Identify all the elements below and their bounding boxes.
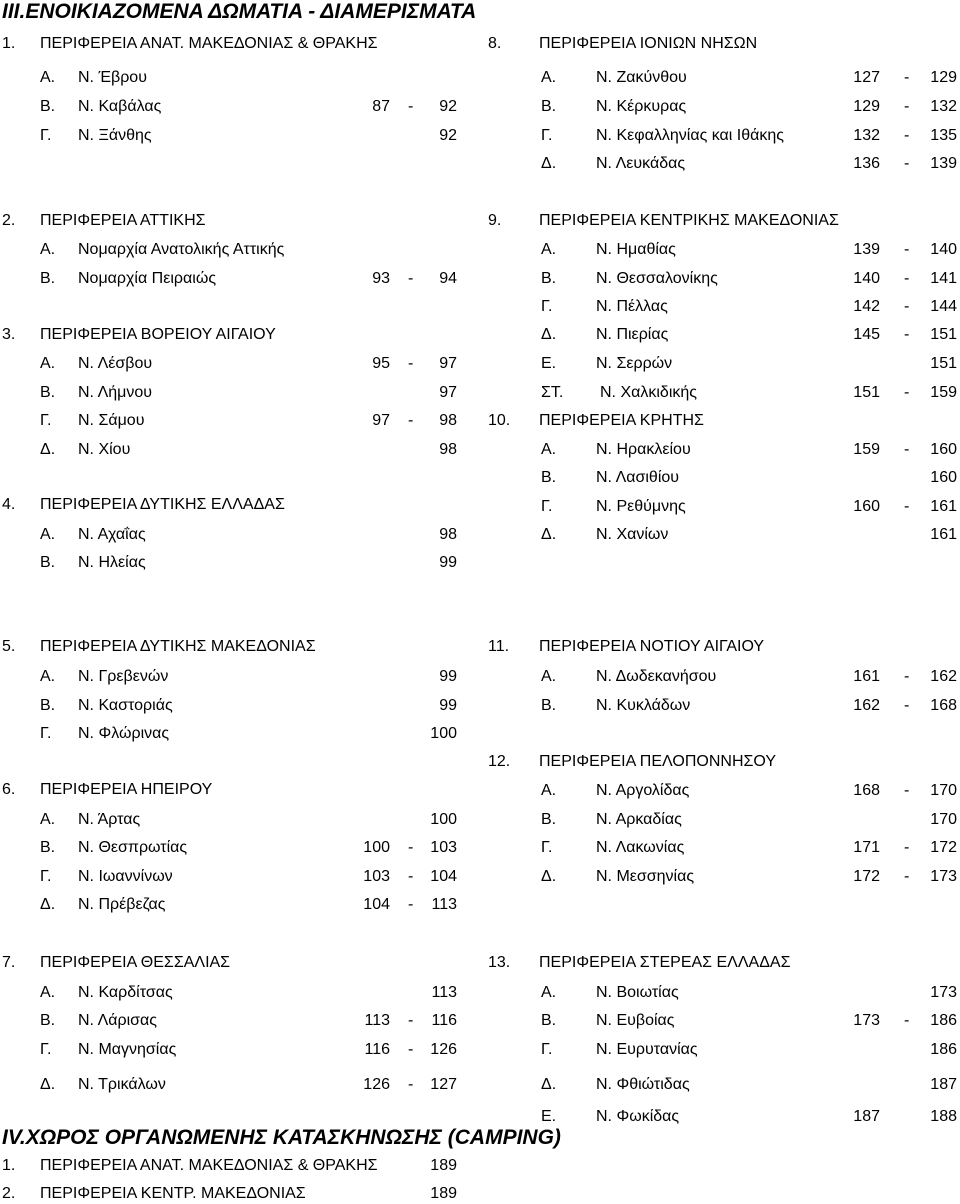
prefecture-name: Ν. Ηρακλείου <box>596 441 691 458</box>
prefecture-letter: Ε. <box>541 355 557 372</box>
page-dash: - <box>904 155 910 172</box>
camping-region: ΠΕΡΙΦΕΡΕΙΑ ΚΕΝΤΡ. ΜΑΚΕΔΟΝΙΑΣ <box>40 1185 306 1202</box>
page-from: 151 <box>853 384 880 401</box>
prefecture-name: Νομαρχία Πειραιώς <box>78 270 217 287</box>
region-title: ΠΕΡΙΦΕΡΕΙΑ ΑΝΑΤ. ΜΑΚΕΔΟΝΙΑΣ & ΘΡΑΚΗΣ <box>40 35 378 52</box>
page-dash: - <box>904 127 910 144</box>
page-dash: - <box>904 241 910 258</box>
page-from: 104 <box>363 896 390 913</box>
prefecture-letter: Γ. <box>40 1041 52 1058</box>
page-to: 100 <box>430 725 457 742</box>
page-from: 187 <box>853 1108 880 1125</box>
page-to: 92 <box>439 127 457 144</box>
page-to: 94 <box>439 270 457 287</box>
region-number: 13. <box>488 954 511 971</box>
prefecture-letter: Γ. <box>541 839 553 856</box>
page-dash: - <box>904 270 910 287</box>
prefecture-name: Ν. Χίου <box>78 441 131 458</box>
region-title: ΠΕΡΙΦΕΡΕΙΑ ΒΟΡΕΙΟΥ ΑΙΓΑΙΟΥ <box>40 326 276 343</box>
camping-number: 1. <box>2 1157 16 1174</box>
page-to: 144 <box>930 298 957 315</box>
prefecture-letter: Α. <box>541 984 557 1001</box>
prefecture-letter: ΣΤ. <box>541 384 564 401</box>
prefecture-letter: Γ. <box>40 127 52 144</box>
section-title: III.ΕΝΟΙΚΙΑΖΟΜΕΝΑ ΔΩΜΑΤΙΑ - ΔΙΑΜΕΡΙΣΜΑΤΑ <box>2 0 477 23</box>
page-to: 99 <box>439 697 457 714</box>
page-dash: - <box>904 697 910 714</box>
page-to: 103 <box>430 839 457 856</box>
page-from: 113 <box>364 1012 390 1029</box>
region-number: 8. <box>488 35 502 52</box>
page-dash: - <box>904 326 910 343</box>
prefecture-letter: Β. <box>541 98 557 115</box>
prefecture-name: Ν. Πιερίας <box>596 326 669 343</box>
page-from: 93 <box>372 270 390 287</box>
camping-number: 2. <box>2 1185 16 1202</box>
prefecture-name: Ν. Ηλείας <box>78 554 146 571</box>
region-title: ΠΕΡΙΦΕΡΕΙΑ ΝΟΤΙΟΥ ΑΙΓΑΙΟΥ <box>539 638 765 655</box>
region-number: 4. <box>2 496 16 513</box>
region-number: 11. <box>488 638 510 655</box>
page-from: 172 <box>853 868 880 885</box>
page-from: 145 <box>853 326 880 343</box>
prefecture-letter: Γ. <box>541 298 553 315</box>
prefecture-name: Ν. Λέσβου <box>78 355 153 372</box>
page-from: 168 <box>853 782 880 799</box>
prefecture-letter: Γ. <box>541 127 553 144</box>
page-from: 140 <box>853 270 880 287</box>
page-dash: - <box>408 98 414 115</box>
page-to: 116 <box>431 1012 457 1029</box>
page-from: 132 <box>853 127 880 144</box>
page-from: 142 <box>853 298 880 315</box>
prefecture-letter: Α. <box>541 69 557 86</box>
section-title: IV.ΧΩΡΟΣ ΟΡΓΑΝΩΜΕΝΗΣ ΚΑΤΑΣΚΗΝΩΣΗΣ (CAMPING) <box>2 1126 561 1149</box>
page-to: 129 <box>930 69 957 86</box>
prefecture-name: Ν. Κεφαλληνίας και Ιθάκης <box>596 127 784 144</box>
camping-region: ΠΕΡΙΦΕΡΕΙΑ ΑΝΑΤ. ΜΑΚΕΔΟΝΙΑΣ & ΘΡΑΚΗΣ <box>40 1157 378 1174</box>
prefecture-name: Ν. Λακωνίας <box>596 839 685 856</box>
page-dash: - <box>408 896 414 913</box>
region-number: 7. <box>2 954 16 971</box>
page-to: 186 <box>930 1012 957 1029</box>
prefecture-letter: Α. <box>541 241 557 258</box>
region-title: ΠΕΡΙΦΕΡΕΙΑ ΚΡΗΤΗΣ <box>539 412 704 429</box>
page-to: 172 <box>930 839 957 856</box>
prefecture-name: Νομαρχία Ανατολικής Αττικής <box>78 241 285 258</box>
page-dash: - <box>904 69 910 86</box>
page-dash: - <box>408 1012 414 1029</box>
prefecture-name: Ν. Ιωαννίνων <box>78 868 173 885</box>
prefecture-letter: Γ. <box>40 725 52 742</box>
prefecture-name: Ν. Λασιθίου <box>596 469 680 486</box>
prefecture-name: Ν. Μαγνησίας <box>78 1041 177 1058</box>
page-to: 141 <box>930 270 957 287</box>
prefecture-letter: Α. <box>40 355 56 372</box>
region-title: ΠΕΡΙΦΕΡΕΙΑ ΔΥΤΙΚΗΣ ΕΛΛΑΔΑΣ <box>40 496 285 513</box>
page-from: 162 <box>853 697 880 714</box>
page-to: 151 <box>930 326 957 343</box>
page-dash: - <box>904 782 910 799</box>
page-dash: - <box>408 412 414 429</box>
region-number: 9. <box>488 212 502 229</box>
prefecture-name: Ν. Ξάνθης <box>78 127 152 144</box>
region-title: ΠΕΡΙΦΕΡΕΙΑ ΔΥΤΙΚΗΣ ΜΑΚΕΔΟΝΙΑΣ <box>40 638 316 655</box>
page-from: 116 <box>364 1041 390 1058</box>
page-from: 95 <box>372 355 390 372</box>
prefecture-name: Ν. Πρέβεζας <box>78 896 166 913</box>
prefecture-name: Ν. Ευρυτανίας <box>596 1041 698 1058</box>
prefecture-letter: Δ. <box>541 868 557 885</box>
page-to: 98 <box>439 526 457 543</box>
page-to: 99 <box>439 668 457 685</box>
prefecture-name: Ν. Κέρκυρας <box>596 98 687 115</box>
prefecture-name: Ν. Σερρών <box>596 355 673 372</box>
page-to: 127 <box>430 1076 457 1093</box>
region-number: 1. <box>2 35 16 52</box>
prefecture-letter: Α. <box>541 668 557 685</box>
prefecture-name: Ν. Χανίων <box>596 526 669 543</box>
page-to: 97 <box>439 384 457 401</box>
page-from: 87 <box>372 98 390 115</box>
prefecture-name: Ν. Τρικάλων <box>78 1076 166 1093</box>
page-to: 188 <box>930 1108 957 1125</box>
prefecture-letter: Α. <box>40 984 56 1001</box>
page-to: 99 <box>439 554 457 571</box>
prefecture-name: Ν. Μεσσηνίας <box>596 868 695 885</box>
prefecture-letter: Ε. <box>541 1108 557 1125</box>
prefecture-name: Ν. Ευβοίας <box>596 1012 675 1029</box>
page-to: 186 <box>930 1041 957 1058</box>
page-to: 98 <box>439 441 457 458</box>
page-dash: - <box>904 498 910 515</box>
prefecture-letter: Α. <box>40 241 56 258</box>
region-title: ΠΕΡΙΦΕΡΕΙΑ ΠΕΛΟΠΟΝΝΗΣΟΥ <box>539 753 776 770</box>
page-to: 113 <box>431 984 457 1001</box>
prefecture-name: Ν. Δωδεκανήσου <box>596 668 717 685</box>
prefecture-letter: Α. <box>40 668 56 685</box>
prefecture-name: Ν. Θεσπρωτίας <box>78 839 188 856</box>
prefecture-name: Ν. Ημαθίας <box>596 241 676 258</box>
region-title: ΠΕΡΙΦΕΡΕΙΑ ΑΤΤΙΚΗΣ <box>40 212 206 229</box>
prefecture-letter: Δ. <box>40 1076 56 1093</box>
region-title: ΠΕΡΙΦΕΡΕΙΑ ΚΕΝΤΡΙΚΗΣ ΜΑΚΕΔΟΝΙΑΣ <box>539 212 839 229</box>
page-to: 173 <box>930 984 957 1001</box>
prefecture-name: Ν. Γρεβενών <box>78 668 169 685</box>
page-to: 160 <box>930 469 957 486</box>
prefecture-letter: Δ. <box>541 155 557 172</box>
page-from: 161 <box>853 668 880 685</box>
page-to: 151 <box>930 355 957 372</box>
region-title: ΠΕΡΙΦΕΡΕΙΑ ΙΟΝΙΩΝ ΝΗΣΩΝ <box>539 35 758 52</box>
page-to: 160 <box>930 441 957 458</box>
prefecture-letter: Β. <box>40 1012 56 1029</box>
prefecture-name: Ν. Φωκίδας <box>596 1108 680 1125</box>
prefecture-letter: Δ. <box>40 441 56 458</box>
prefecture-letter: Β. <box>40 98 56 115</box>
prefecture-letter: Β. <box>541 270 557 287</box>
region-number: 5. <box>2 638 16 655</box>
page-from: 159 <box>853 441 880 458</box>
prefecture-name: Ν. Καβάλας <box>78 98 162 115</box>
region-title: ΠΕΡΙΦΕΡΕΙΑ ΣΤΕΡΕΑΣ ΕΛΛΑΔΑΣ <box>539 954 791 971</box>
region-number: 10. <box>488 412 511 429</box>
page-to: 100 <box>430 811 457 828</box>
page-dash: - <box>904 384 910 401</box>
prefecture-letter: Α. <box>40 526 56 543</box>
page-dash: - <box>904 839 910 856</box>
page-to: 132 <box>930 98 957 115</box>
page-to: 113 <box>431 896 457 913</box>
page-to: 139 <box>930 155 957 172</box>
page-dash: - <box>904 441 910 458</box>
region-title: ΠΕΡΙΦΕΡΕΙΑ ΘΕΣΣΑΛΙΑΣ <box>40 954 231 971</box>
region-title: ΠΕΡΙΦΕΡΕΙΑ ΗΠΕΙΡΟΥ <box>40 781 213 798</box>
page-to: 170 <box>930 811 957 828</box>
page-from: 127 <box>853 69 880 86</box>
page-to: 159 <box>930 384 957 401</box>
page-to: 126 <box>430 1041 457 1058</box>
prefecture-name: Ν. Λευκάδας <box>596 155 686 172</box>
page-to: 161 <box>930 526 957 543</box>
prefecture-letter: Β. <box>40 554 56 571</box>
page-from: 171 <box>853 839 880 856</box>
page-to: 140 <box>930 241 957 258</box>
prefecture-letter: Γ. <box>40 412 52 429</box>
prefecture-letter: Β. <box>541 811 557 828</box>
prefecture-name: Ν. Σάμου <box>78 412 145 429</box>
page-to: 187 <box>930 1076 957 1093</box>
page-to: 104 <box>430 868 457 885</box>
page-dash: - <box>408 1041 414 1058</box>
prefecture-name: Ν. Έβρου <box>78 69 147 86</box>
prefecture-name: Ν. Πέλλας <box>596 298 668 315</box>
prefecture-name: Ν. Αρκαδίας <box>596 811 682 828</box>
region-number: 3. <box>2 326 16 343</box>
page-from: 129 <box>853 98 880 115</box>
prefecture-name: Ν. Αργολίδας <box>596 782 690 799</box>
prefecture-letter: Γ. <box>541 498 553 515</box>
page-from: 173 <box>853 1012 880 1029</box>
page-to: 98 <box>439 412 457 429</box>
prefecture-letter: Β. <box>541 469 557 486</box>
prefecture-letter: Β. <box>40 839 56 856</box>
page-from: 126 <box>363 1076 390 1093</box>
prefecture-name: Ν. Λήμνου <box>78 384 153 401</box>
prefecture-letter: Β. <box>40 270 56 287</box>
prefecture-letter: Δ. <box>40 896 56 913</box>
page-dash: - <box>408 1076 414 1093</box>
page-dash: - <box>408 868 414 885</box>
prefecture-name: Ν. Άρτας <box>78 811 141 828</box>
prefecture-letter: Α. <box>40 69 56 86</box>
camping-page: 189 <box>430 1185 457 1202</box>
page-dash: - <box>904 298 910 315</box>
prefecture-name: Ν. Καστοριάς <box>78 697 173 714</box>
prefecture-letter: Γ. <box>541 1041 553 1058</box>
region-number: 12. <box>488 753 511 770</box>
page-from: 103 <box>363 868 390 885</box>
prefecture-letter: Β. <box>541 697 557 714</box>
page-dash: - <box>904 668 910 685</box>
region-number: 2. <box>2 212 16 229</box>
page-to: 161 <box>930 498 957 515</box>
prefecture-name: Ν. Αχαΐας <box>78 526 146 543</box>
prefecture-letter: Α. <box>541 441 557 458</box>
page-from: 100 <box>363 839 390 856</box>
page-dash: - <box>904 98 910 115</box>
page-dash: - <box>408 839 414 856</box>
camping-page: 189 <box>430 1157 457 1174</box>
page-dash: - <box>408 355 414 372</box>
page-dash: - <box>408 270 414 287</box>
prefecture-letter: Β. <box>541 1012 557 1029</box>
page-to: 162 <box>930 668 957 685</box>
page-from: 139 <box>853 241 880 258</box>
page-to: 92 <box>439 98 457 115</box>
page-dash: - <box>904 1012 910 1029</box>
page-from: 160 <box>853 498 880 515</box>
prefecture-letter: Β. <box>40 697 56 714</box>
page-to: 173 <box>930 868 957 885</box>
prefecture-name: Ν. Φλώρινας <box>78 725 170 742</box>
prefecture-name: Ν. Λάρισας <box>78 1012 157 1029</box>
prefecture-letter: Δ. <box>541 326 557 343</box>
prefecture-name: Ν. Χαλκιδικής <box>600 384 697 401</box>
prefecture-name: Ν. Θεσσαλονίκης <box>596 270 718 287</box>
page-from: 136 <box>853 155 880 172</box>
prefecture-letter: Δ. <box>541 526 557 543</box>
page-to: 97 <box>439 355 457 372</box>
prefecture-letter: Δ. <box>541 1076 557 1093</box>
prefecture-name: Ν. Ρεθύμνης <box>596 498 686 515</box>
prefecture-name: Ν. Φθιώτιδας <box>596 1076 690 1093</box>
region-number: 6. <box>2 781 16 798</box>
page-to: 135 <box>930 127 957 144</box>
prefecture-letter: Γ. <box>40 868 52 885</box>
page-to: 170 <box>930 782 957 799</box>
prefecture-name: Ν. Κυκλάδων <box>596 697 691 714</box>
prefecture-name: Ν. Ζακύνθου <box>596 69 687 86</box>
prefecture-letter: Α. <box>40 811 56 828</box>
prefecture-name: Ν. Καρδίτσας <box>78 984 173 1001</box>
prefecture-letter: Α. <box>541 782 557 799</box>
page-to: 168 <box>930 697 957 714</box>
page-dash: - <box>904 868 910 885</box>
prefecture-name: Ν. Βοιωτίας <box>596 984 679 1001</box>
page-from: 97 <box>372 412 390 429</box>
prefecture-letter: Β. <box>40 384 56 401</box>
